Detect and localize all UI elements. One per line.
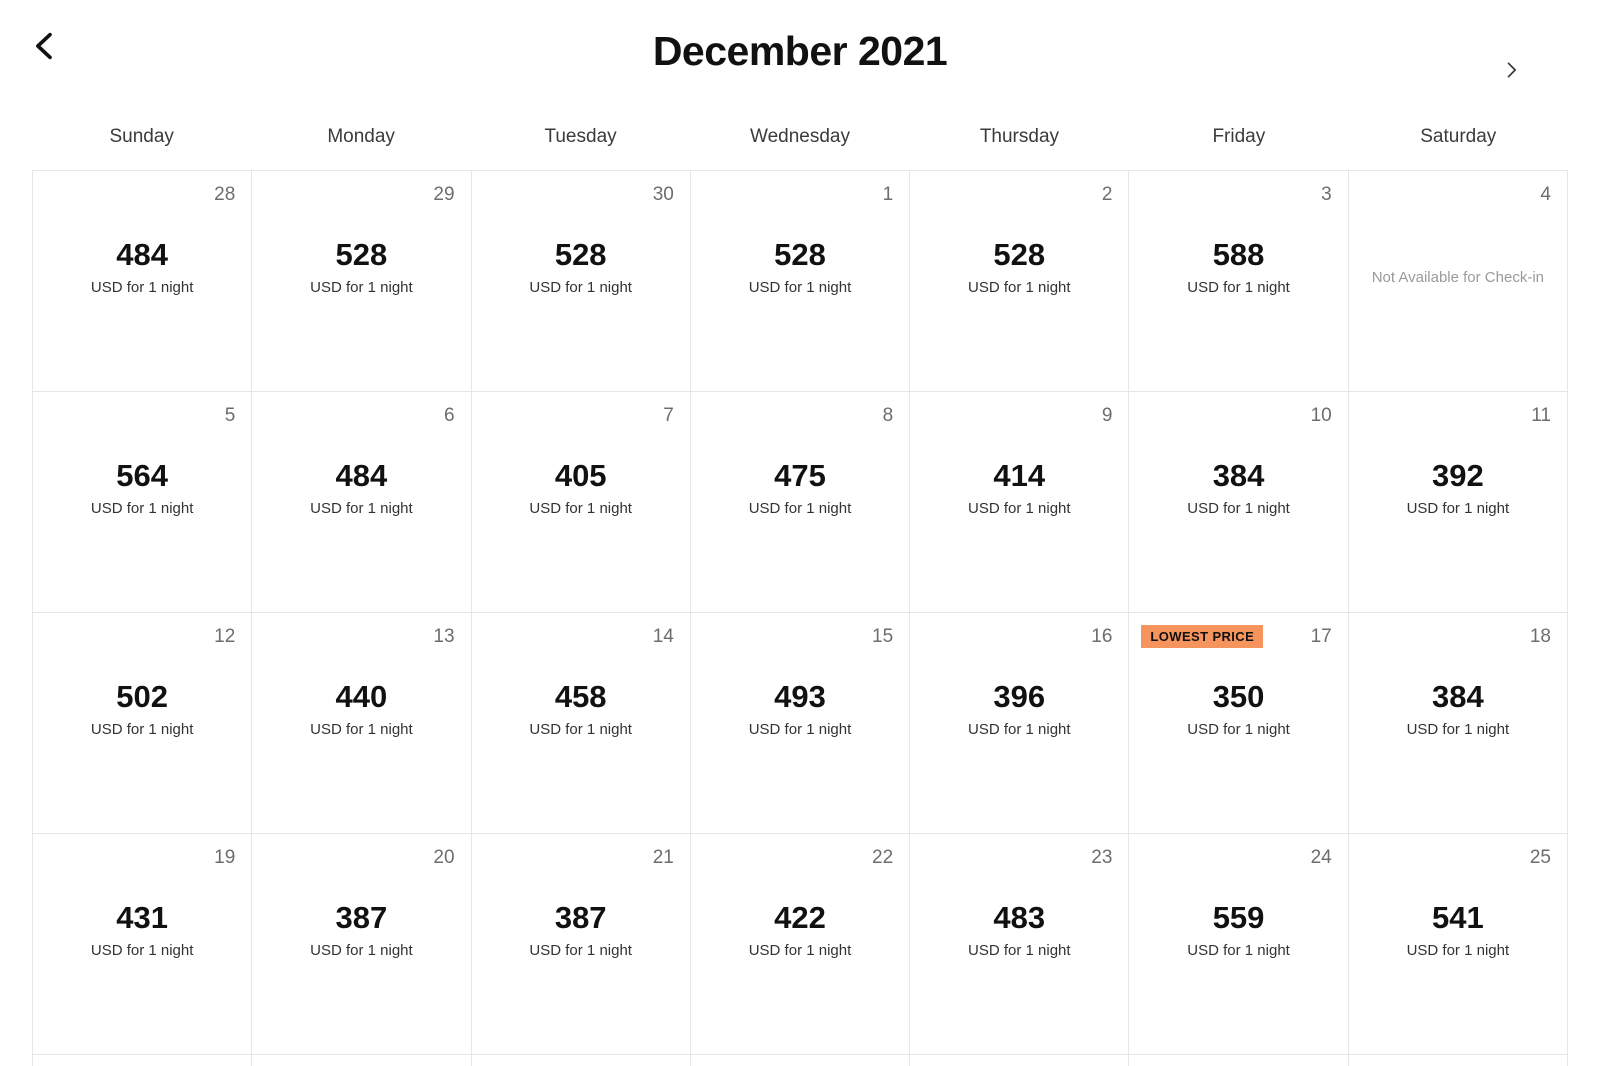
calendar-day-cell[interactable] [252, 834, 471, 1055]
day-number: 2 [1101, 184, 1113, 205]
calendar-day-cell[interactable] [1129, 613, 1348, 834]
price-unit-label: USD for 1 night [968, 499, 1071, 517]
day-number: 8 [882, 405, 894, 426]
calendar-day-cell[interactable] [472, 392, 691, 613]
day-number: 13 [433, 626, 455, 647]
price-amount: 528 [554, 237, 607, 272]
day-number: 18 [1529, 626, 1551, 647]
price-amount: 414 [993, 458, 1046, 493]
day-number: 30 [652, 184, 674, 205]
price-block [488, 902, 674, 959]
calendar-day-cell[interactable] [1349, 392, 1568, 613]
day-number: 29 [433, 184, 455, 205]
price-block [1145, 239, 1331, 296]
calendar-day-cell [1349, 171, 1568, 392]
calendar-day-cell-partial[interactable] [1129, 1055, 1348, 1066]
calendar-header [0, 0, 1600, 110]
calendar-day-cell[interactable] [1129, 171, 1348, 392]
price-unit-label: USD for 1 night [968, 941, 1071, 959]
price-unit-label: USD for 1 night [748, 499, 852, 517]
calendar-day-cell[interactable] [472, 613, 691, 834]
price-block [1365, 460, 1551, 517]
weekday-label-monday: Monday [327, 126, 395, 147]
day-number: 3 [1321, 184, 1332, 205]
weekday-label-wednesday: Wednesday [749, 126, 850, 147]
price-unit-label: USD for 1 night [529, 499, 632, 517]
day-number: 12 [214, 626, 236, 647]
price-amount: 559 [1212, 900, 1265, 935]
price-unit-label: USD for 1 night [310, 941, 413, 959]
chevron-right-icon [1501, 60, 1521, 83]
price-block [268, 681, 454, 738]
calendar-day-cell[interactable] [252, 171, 471, 392]
calendar-day-cell[interactable] [33, 834, 252, 1055]
price-block [268, 902, 454, 959]
price-amount: 484 [335, 458, 388, 493]
price-unit-label: USD for 1 night [968, 278, 1071, 296]
calendar-day-cell[interactable] [33, 392, 252, 613]
day-number: 16 [1091, 626, 1113, 647]
price-unit-label: USD for 1 night [90, 278, 194, 296]
price-block [707, 902, 893, 959]
month-title: December 2021 [652, 28, 948, 74]
calendar-day-cell[interactable] [910, 392, 1129, 613]
price-unit-label: USD for 1 night [1187, 941, 1290, 959]
calendar-grid [32, 170, 1568, 1066]
price-unit-label: USD for 1 night [1187, 499, 1290, 517]
price-block [926, 681, 1112, 738]
calendar-day-cell[interactable] [33, 613, 252, 834]
day-number: 4 [1540, 184, 1551, 205]
price-block [488, 681, 674, 738]
price-unit-label: USD for 1 night [529, 941, 632, 959]
price-unit-label: USD for 1 night [310, 499, 413, 517]
calendar-day-cell[interactable] [1129, 834, 1348, 1055]
calendar-day-cell-partial[interactable] [1349, 1055, 1568, 1066]
day-number: 21 [652, 847, 674, 868]
calendar-day-cell-partial[interactable] [252, 1055, 471, 1066]
calendar-day-cell[interactable] [691, 613, 910, 834]
price-block [926, 239, 1112, 296]
day-number: 1 [882, 184, 894, 205]
price-block [1365, 902, 1551, 959]
calendar-day-cell[interactable] [1349, 613, 1568, 834]
price-amount: 350 [1212, 679, 1265, 714]
price-unit-label: USD for 1 night [529, 278, 632, 296]
day-number: 25 [1529, 847, 1551, 868]
calendar-day-cell[interactable] [472, 834, 691, 1055]
price-block [49, 460, 235, 517]
calendar-day-cell-partial[interactable] [691, 1055, 910, 1066]
day-number: 23 [1091, 847, 1113, 868]
weekday-label-saturday: Saturday [1420, 126, 1497, 147]
price-amount: 493 [774, 679, 826, 714]
price-block [707, 460, 893, 517]
price-unit-label: USD for 1 night [529, 720, 632, 738]
calendar-day-cell[interactable] [910, 171, 1129, 392]
price-unit-label: USD for 1 night [748, 278, 852, 296]
calendar-day-cell[interactable] [691, 392, 910, 613]
price-unit-label: USD for 1 night [968, 720, 1071, 738]
day-number: 17 [1310, 626, 1332, 647]
calendar-day-cell[interactable] [252, 392, 471, 613]
day-number: 11 [1531, 405, 1551, 426]
price-amount: 458 [554, 679, 607, 714]
not-available-label: Not Available for Check-in [1371, 269, 1544, 286]
weekday-label-tuesday: Tuesday [544, 126, 617, 147]
price-amount: 392 [1431, 458, 1484, 493]
weekday-label-sunday: Sunday [109, 126, 174, 147]
price-unit-label: USD for 1 night [1406, 720, 1510, 738]
day-number: 19 [214, 847, 236, 868]
price-amount: 528 [774, 237, 826, 272]
calendar-day-cell-partial[interactable] [472, 1055, 691, 1066]
day-number: 7 [663, 405, 674, 426]
calendar-day-cell-partial[interactable] [33, 1055, 252, 1066]
day-number: 20 [433, 847, 455, 868]
price-amount: 387 [554, 900, 607, 935]
price-amount: 387 [335, 900, 388, 935]
price-amount: 588 [1212, 237, 1265, 272]
calendar-day-cell-partial[interactable] [910, 1055, 1129, 1066]
day-number: 28 [214, 184, 236, 205]
price-amount: 541 [1431, 900, 1484, 935]
price-unit-label: USD for 1 night [748, 941, 852, 959]
weekday-label-thursday: Thursday [979, 126, 1060, 147]
price-block [1145, 460, 1331, 517]
price-unit-label: USD for 1 night [90, 941, 194, 959]
price-block [707, 681, 893, 738]
calendar-day-cell[interactable] [1129, 392, 1348, 613]
price-amount: 396 [993, 679, 1046, 714]
price-amount: 528 [993, 237, 1046, 272]
calendar-day-cell[interactable] [33, 171, 252, 392]
price-amount: 431 [116, 900, 168, 935]
price-amount: 384 [1212, 458, 1265, 493]
price-amount: 405 [554, 458, 607, 493]
calendar-day-cell[interactable] [910, 834, 1129, 1055]
weekday-label-friday: Friday [1212, 126, 1266, 147]
price-block [49, 681, 235, 738]
price-block [1145, 902, 1331, 959]
price-unit-label: USD for 1 night [748, 720, 852, 738]
price-amount: 484 [116, 237, 168, 272]
price-block [49, 902, 235, 959]
price-block [488, 239, 674, 296]
day-number: 15 [872, 626, 894, 647]
next-month-button[interactable] [1482, 42, 1540, 100]
price-amount: 440 [335, 679, 388, 714]
price-amount: 483 [993, 900, 1046, 935]
price-unit-label: USD for 1 night [310, 720, 413, 738]
price-unit-label: USD for 1 night [90, 499, 194, 517]
day-number: 22 [872, 847, 894, 868]
price-amount: 475 [774, 458, 826, 493]
price-amount: 384 [1431, 679, 1484, 714]
price-unit-label: USD for 1 night [90, 720, 194, 738]
price-block [268, 460, 454, 517]
calendar-day-cell[interactable] [252, 613, 471, 834]
calendar-day-cell[interactable] [1349, 834, 1568, 1055]
price-block [268, 239, 454, 296]
price-unit-label: USD for 1 night [1187, 278, 1290, 296]
price-amount: 422 [774, 900, 826, 935]
price-unit-label: USD for 1 night [310, 278, 413, 296]
price-block [488, 460, 674, 517]
price-block [1145, 681, 1331, 738]
day-number: 14 [652, 626, 674, 647]
price-block [707, 239, 893, 296]
calendar-day-cell[interactable] [472, 171, 691, 392]
price-unit-label: USD for 1 night [1406, 941, 1510, 959]
day-number: 6 [443, 405, 455, 426]
day-number: 10 [1310, 405, 1332, 426]
calendar-day-cell[interactable] [691, 171, 910, 392]
price-block [926, 460, 1112, 517]
price-block [1365, 681, 1551, 738]
weekday-header-row [0, 114, 1600, 170]
price-amount: 528 [335, 237, 388, 272]
price-unit-label: USD for 1 night [1406, 499, 1510, 517]
day-number: 24 [1310, 847, 1332, 868]
price-block [926, 902, 1112, 959]
day-number: 9 [1101, 405, 1113, 426]
price-amount: 502 [116, 679, 168, 714]
calendar-day-cell[interactable] [910, 613, 1129, 834]
price-unit-label: USD for 1 night [1187, 720, 1290, 738]
price-block [49, 239, 235, 296]
day-number: 5 [224, 405, 236, 426]
lowest-price-badge: LOWEST PRICE [1141, 625, 1263, 648]
price-amount: 564 [116, 458, 168, 493]
calendar-day-cell[interactable] [691, 834, 910, 1055]
